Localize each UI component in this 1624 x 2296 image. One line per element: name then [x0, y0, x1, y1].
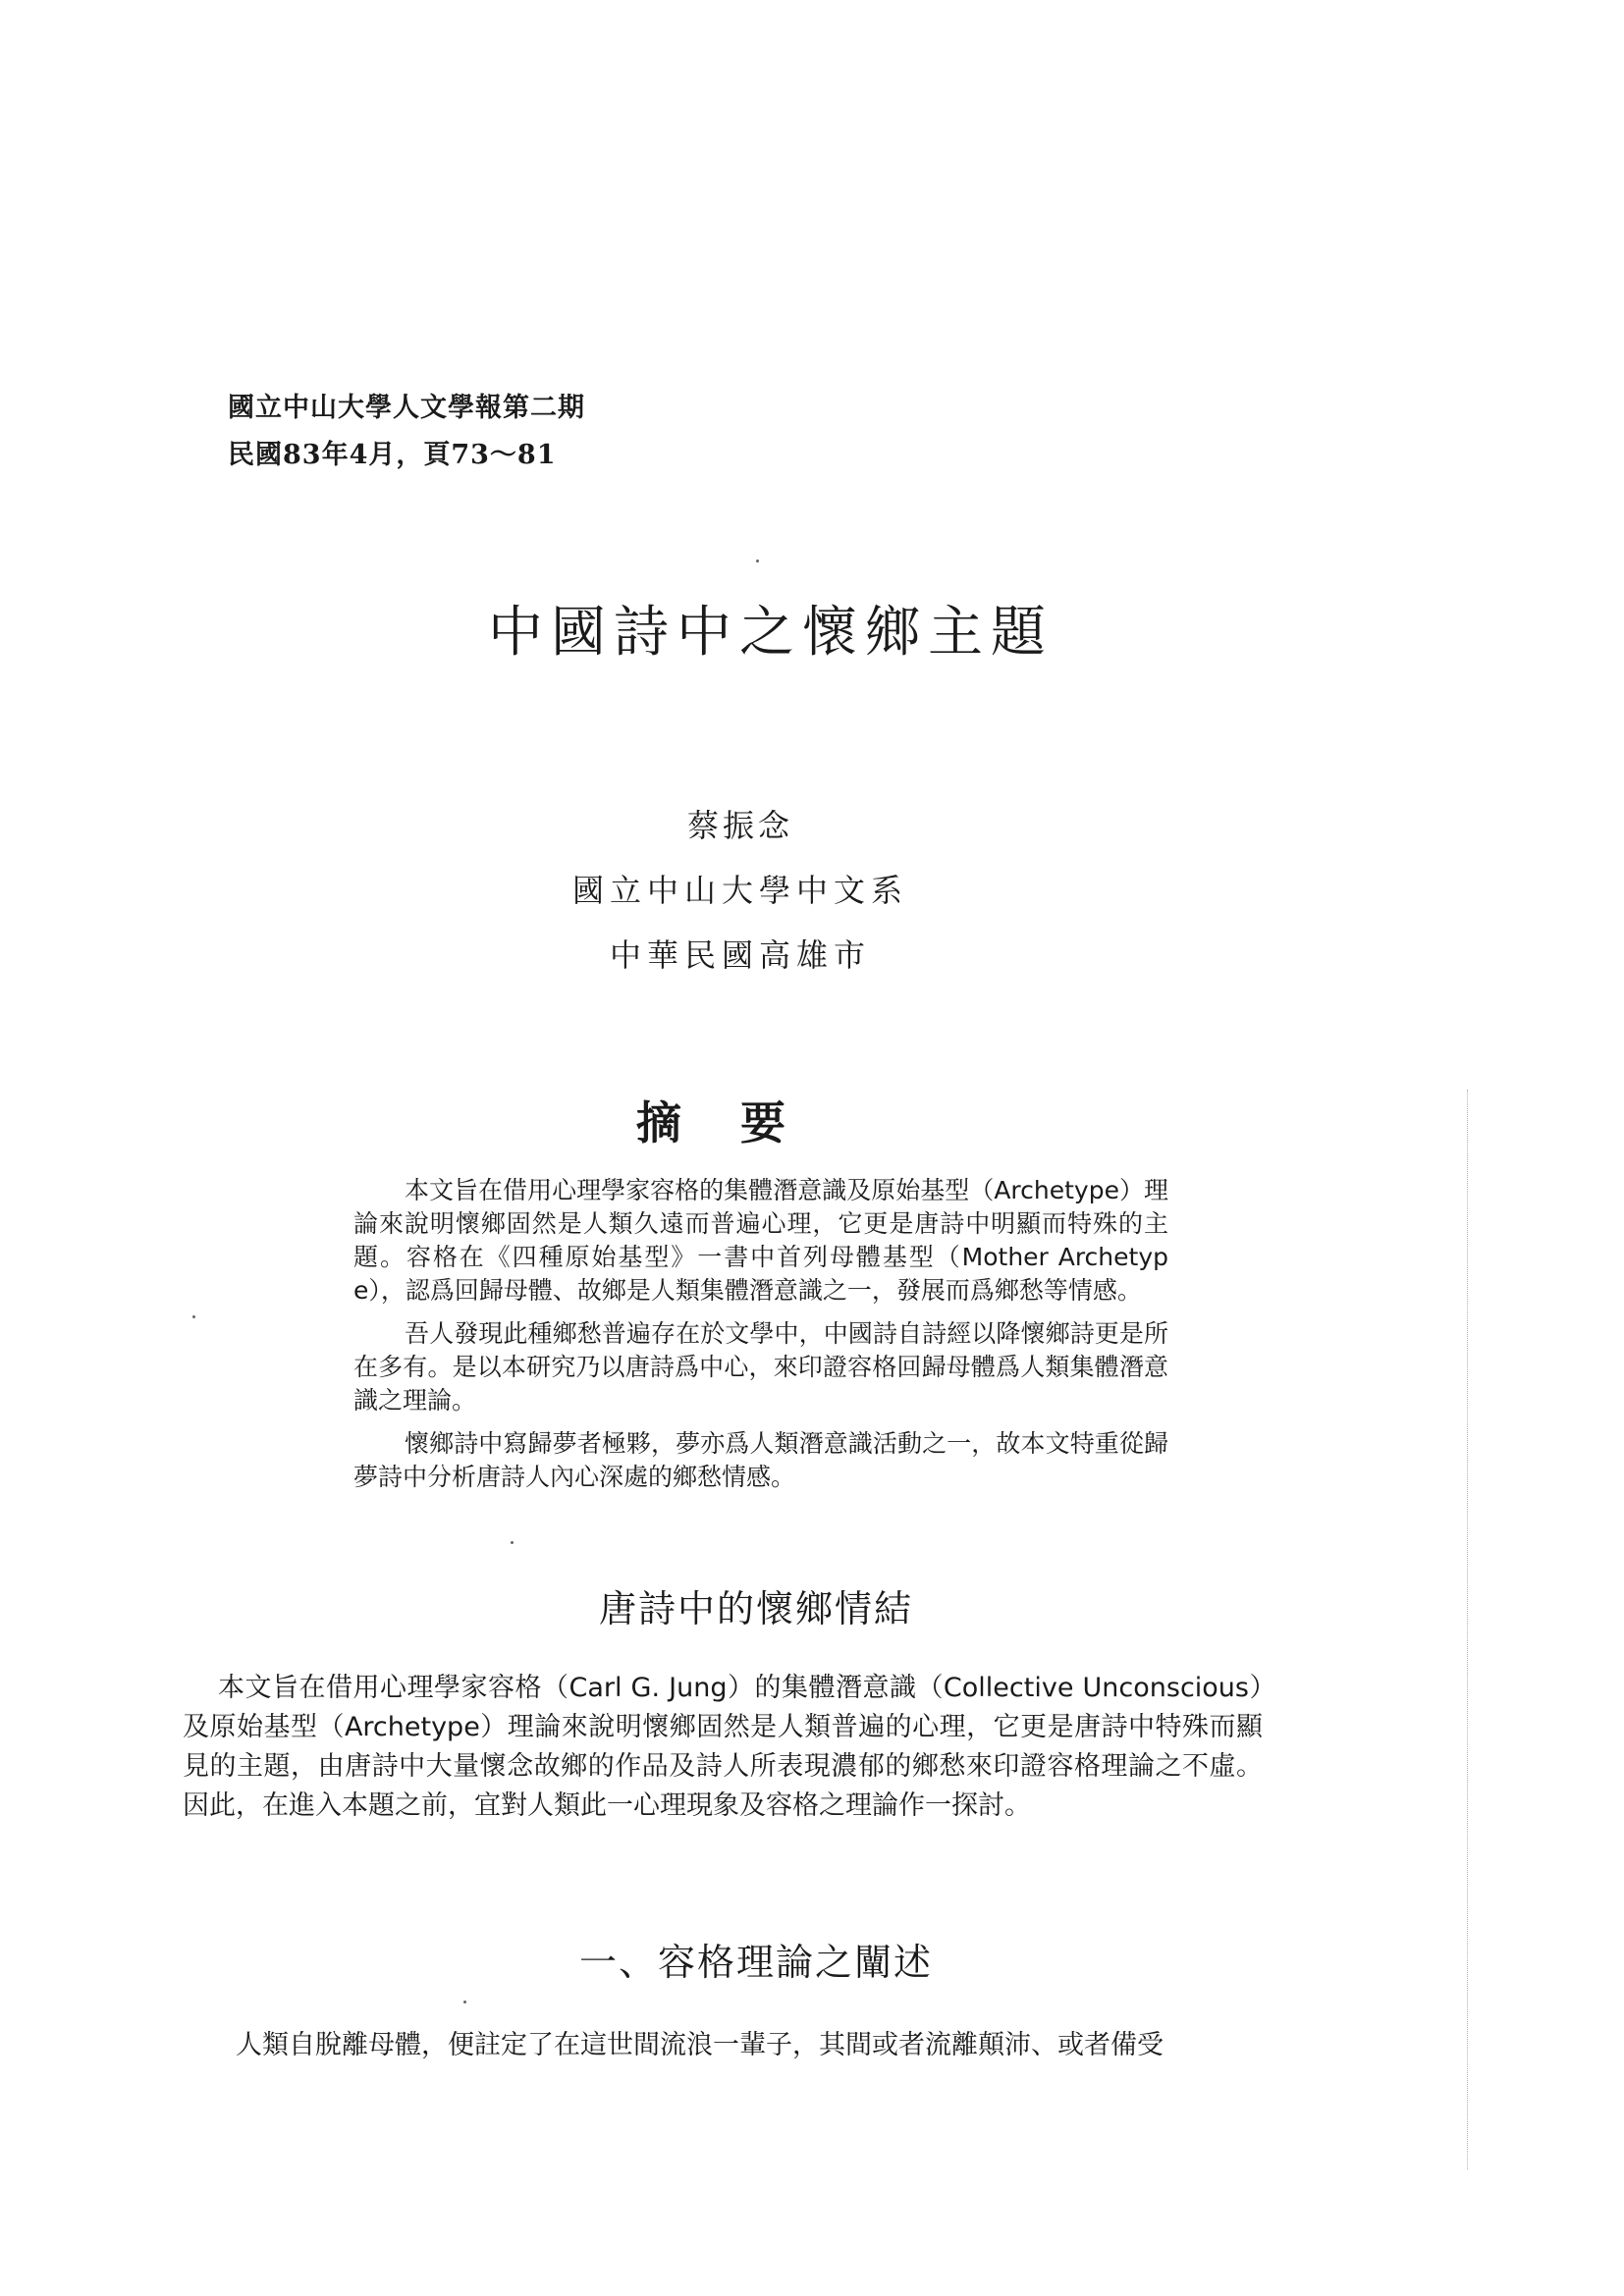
- paper-title: 中國詩中之懷鄉主題: [488, 601, 1054, 665]
- journal-name: 國立中山大學人文學報第二期: [228, 393, 585, 423]
- journal-date-pages: 民國83年4月，頁73～81: [228, 440, 557, 470]
- abstract-paragraph: 懷鄉詩中寫歸夢者極夥，夢亦爲人類潛意識活動之一，故本文特重從歸夢詩中分析唐詩人內心深處的鄉愁情感。: [353, 1429, 1168, 1491]
- section-heading-jung-theory: 一、容格理論之闡述: [578, 1941, 933, 1984]
- author-affiliation: 國立中山大學中文系: [571, 872, 908, 909]
- abstract-paragraph: 吾人發現此種鄉愁普遍存在於文學中，中國詩自詩經以降懷鄉詩更是所在多有。是以本研究乃以唐詩爲中心，來印證容格回歸母體爲人類集體潛意識之理論。: [353, 1319, 1168, 1415]
- scan-speck: [463, 2001, 466, 2003]
- scan-edge-line: [1467, 1090, 1469, 2169]
- author-location: 中華民國高雄市: [609, 936, 871, 974]
- abstract-body: [353, 1174, 1168, 1504]
- body-paragraph: 人類自脫離母體，便註定了在這世間流浪一輩子，其間或者流離顛沛、或者備受: [236, 2030, 1164, 2060]
- scan-speck: [756, 560, 759, 562]
- abstract-heading: 摘要: [636, 1096, 844, 1149]
- body-paragraph: 本文旨在借用心理學家容格（Carl G. Jung）的集體潛意識（Collective Unconscious）及原始基型（Archetype）理論來說明懷鄉固然是人類普遍的心理，它更是唐詩中特殊而顯見的主題，由唐詩中大量懷念故鄉的作品及詩人所表現濃郁的鄉愁來印證容格理論之不虛。因此，在進入本題之前，宜對人類此一心理現象及容格之理論作一探討。: [183, 1673, 1263, 1821]
- section-heading-nostalgia-complex: 唐詩中的懷鄉情結: [598, 1587, 913, 1630]
- abstract-paragraph: 本文旨在借用心理學家容格的集體潛意識及原始基型（Archetype）理論來說明懷鄉固然是人類久遠而普遍心理，它更是唐詩中明顯而特殊的主題。容格在《四種原始基型》一書中首列母體基型（Mother Archetype），認爲回歸母體、故鄉是人類集體潛意識之一，發展而爲鄉愁等情感。: [353, 1176, 1168, 1305]
- journal-citation: [228, 385, 585, 479]
- author-block: [0, 793, 1481, 988]
- scan-speck: [511, 1541, 514, 1544]
- author-name: 蔡振念: [686, 807, 793, 844]
- scan-speck: [192, 1315, 195, 1318]
